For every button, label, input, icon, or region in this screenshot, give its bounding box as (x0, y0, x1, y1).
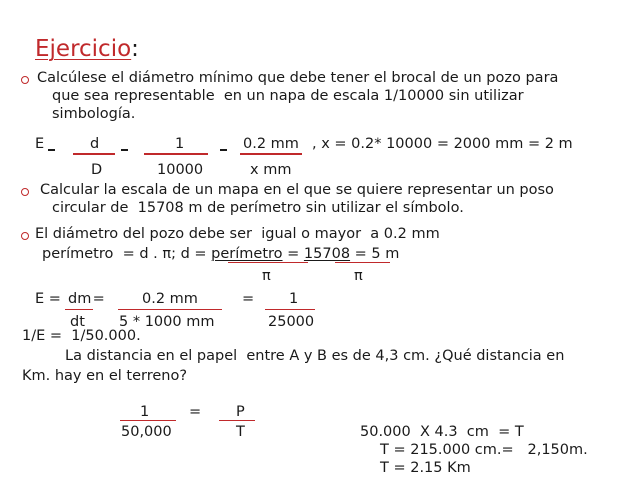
formula1-lhs: E (35, 136, 45, 152)
formula1-num3: 0.2 mm (243, 136, 299, 152)
p1-line3: simbología. (52, 106, 136, 122)
formula4-eq: = (189, 404, 202, 420)
fraction-underline (219, 420, 255, 421)
fraction-underline (65, 309, 93, 310)
formula3-den2: 25000 (268, 314, 315, 330)
title-word: Ejercicio (35, 36, 132, 62)
formula1-num2: 1 (175, 136, 185, 152)
formula4-calc3: T = 2.15 Km (380, 460, 471, 476)
slide-title (35, 35, 139, 63)
formula3-lhs: E = (35, 291, 66, 307)
equals-bar (121, 149, 128, 151)
formula3-dm: dm (68, 291, 92, 307)
fraction-underline (228, 262, 308, 263)
formula3-den: 5 * 1000 mm (119, 314, 215, 330)
formula1-rest: , x = 0.2* 10000 = 2000 mm = 2 m (312, 136, 573, 152)
formula1-num1: d (90, 136, 100, 152)
p2-line1: Calcular la escala de un mapa en el que se quiere representar un poso (40, 182, 554, 198)
formula2-tail: = 5 m (350, 246, 400, 262)
fraction-bar (144, 153, 208, 155)
formula3-num2: 1 (289, 291, 299, 307)
fraction-underline (335, 262, 390, 263)
formula3-eq2: = (242, 291, 255, 307)
formula2-frac2-num: 15708 (303, 246, 351, 262)
equals-bar (48, 149, 55, 151)
p1-line2: que sea representable en un napa de escala 1/10000 sin utilizar (52, 88, 524, 104)
fraction-bar (240, 153, 302, 155)
p4-line1: La distancia en el papel entre A y B es de 4,3 cm. ¿Qué distancia en (65, 348, 565, 364)
bullet-icon (21, 188, 29, 196)
title-colon: : (131, 36, 139, 62)
formula4-den2: T (236, 424, 245, 440)
formula2-frac1-num: perímetro (211, 246, 283, 262)
formula2-pi1: π (262, 268, 271, 284)
formula2-lead: perímetro = d . π; d = (42, 246, 212, 262)
formula2-mid: = (282, 246, 304, 262)
bullet-icon (21, 76, 29, 84)
formula2-pi2: π (354, 268, 363, 284)
bullet-icon (21, 232, 29, 240)
formula4-calc1: 50.000 X 4.3 cm = T (360, 424, 524, 440)
formula3-dt: dt (70, 314, 85, 330)
p4-line2: Km. hay en el terreno? (22, 368, 188, 384)
formula3-num: 0.2 mm (142, 291, 198, 307)
fraction-bar (73, 153, 115, 155)
fraction-underline (118, 309, 222, 310)
formula4-den: 50,000 (121, 424, 172, 440)
p3-line1: El diámetro del pozo debe ser igual o mayor a 0.2 mm (35, 226, 440, 242)
formula1-den1: D (91, 162, 103, 178)
formula4-num2: P (236, 404, 245, 420)
formula1-den2: 10000 (157, 162, 204, 178)
p2-line2: circular de 15708 m de perímetro sin utilizar el símbolo. (52, 200, 464, 216)
equals-bar (220, 149, 227, 151)
fraction-underline (120, 420, 176, 421)
p1-line1: Calcúlese el diámetro mínimo que debe tener el brocal de un pozo para (37, 70, 559, 86)
formula4-calc2: T = 215.000 cm.= 2,150m. (380, 442, 588, 458)
formula4-num: 1 (140, 404, 150, 420)
fraction-underline (265, 309, 315, 310)
formula2-line (42, 246, 399, 263)
formula3-eq1: = (88, 291, 110, 307)
formula1-den3: x mm (250, 162, 292, 178)
result-scale: 1/E = 1/50.000. (22, 328, 141, 344)
